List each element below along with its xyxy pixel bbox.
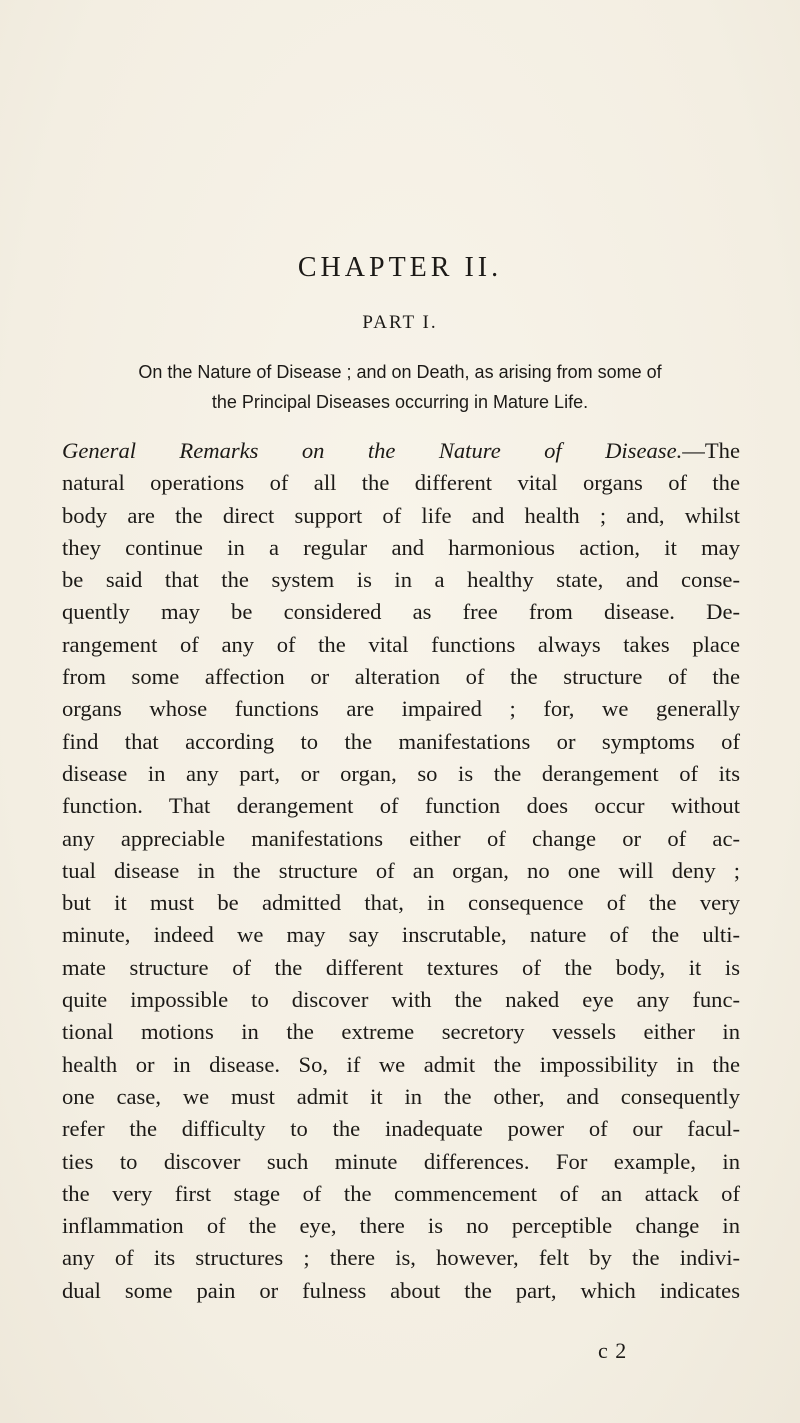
paragraph-line: minute, indeed we may say inscrutable, nature of the ulti-: [62, 922, 740, 948]
paragraph-line: mate structure of the different textures of the body, it is: [62, 954, 740, 980]
paragraph-line: quently may be considered as free from disease. De-: [62, 599, 740, 625]
paragraph-line-text: —The: [682, 438, 740, 463]
paragraph-line: any appreciable manifestations either of change or of ac-: [62, 825, 740, 851]
chapter-heading: CHAPTER II.: [297, 252, 503, 283]
paragraph-italic-heading: General Remarks on the Nature of Disease.: [62, 438, 683, 463]
paragraph-line: inflammation of the eye, there is no perceptible change in: [62, 1213, 740, 1239]
paragraph-line: quite impossible to discover with the naked eye any func-: [62, 987, 740, 1013]
signature-mark: c 2: [598, 1338, 628, 1363]
paragraph-line: but it must be admitted that, in consequence of the very: [62, 890, 740, 916]
paragraph-line: one case, we must admit it in the other, and consequently: [62, 1083, 740, 1109]
paragraph-line: tual disease in the structure of an organ, no one will deny ;: [62, 857, 740, 883]
paragraph-line: find that according to the manifestations or symptoms of: [62, 728, 740, 754]
paragraph-line: tional motions in the extreme secretory vessels either in: [62, 1019, 740, 1045]
paragraph-line: natural operations of all the different vital organs of the: [62, 470, 740, 496]
paragraph-line: from some affection or alteration of the structure of the: [62, 664, 740, 690]
body-paragraph: [62, 435, 740, 1307]
paragraph-line: ties to discover such minute differences. For example, in: [62, 1148, 740, 1174]
paragraph-line: disease in any part, or organ, so is the derangement of its: [62, 760, 740, 786]
paragraph-line: the very first stage of the commencement of an attack of: [62, 1180, 740, 1206]
paragraph-line: any of its structures ; there is, however, felt by the indivi-: [62, 1245, 740, 1271]
paragraph-line: [62, 435, 740, 467]
part-heading: PART I.: [362, 312, 438, 333]
paragraph-line: organs whose functions are impaired ; for, we generally: [62, 696, 740, 722]
paragraph-line: they continue in a regular and harmonious action, it may: [62, 534, 740, 560]
section-subtitle: [80, 357, 720, 417]
paragraph-line: refer the difficulty to the inadequate power of our facul-: [62, 1116, 740, 1142]
paragraph-line: dual some pain or fulness about the part, which indicates: [62, 1277, 740, 1303]
paragraph-line: rangement of any of the vital functions always takes place: [62, 631, 740, 657]
paragraph-line: function. That derangement of function does occur without: [62, 793, 740, 819]
paragraph-line: body are the direct support of life and health ; and, whilst: [62, 502, 740, 528]
subtitle-line-1: On the Nature of Disease ; and on Death, as arising from some of: [138, 362, 662, 382]
paragraph-line: health or in disease. So, if we admit the impossibility in the: [62, 1051, 740, 1077]
paragraph-line: be said that the system is in a healthy state, and conse-: [62, 567, 740, 593]
subtitle-line-2: the Principal Diseases occurring in Mature Life.: [211, 392, 589, 412]
